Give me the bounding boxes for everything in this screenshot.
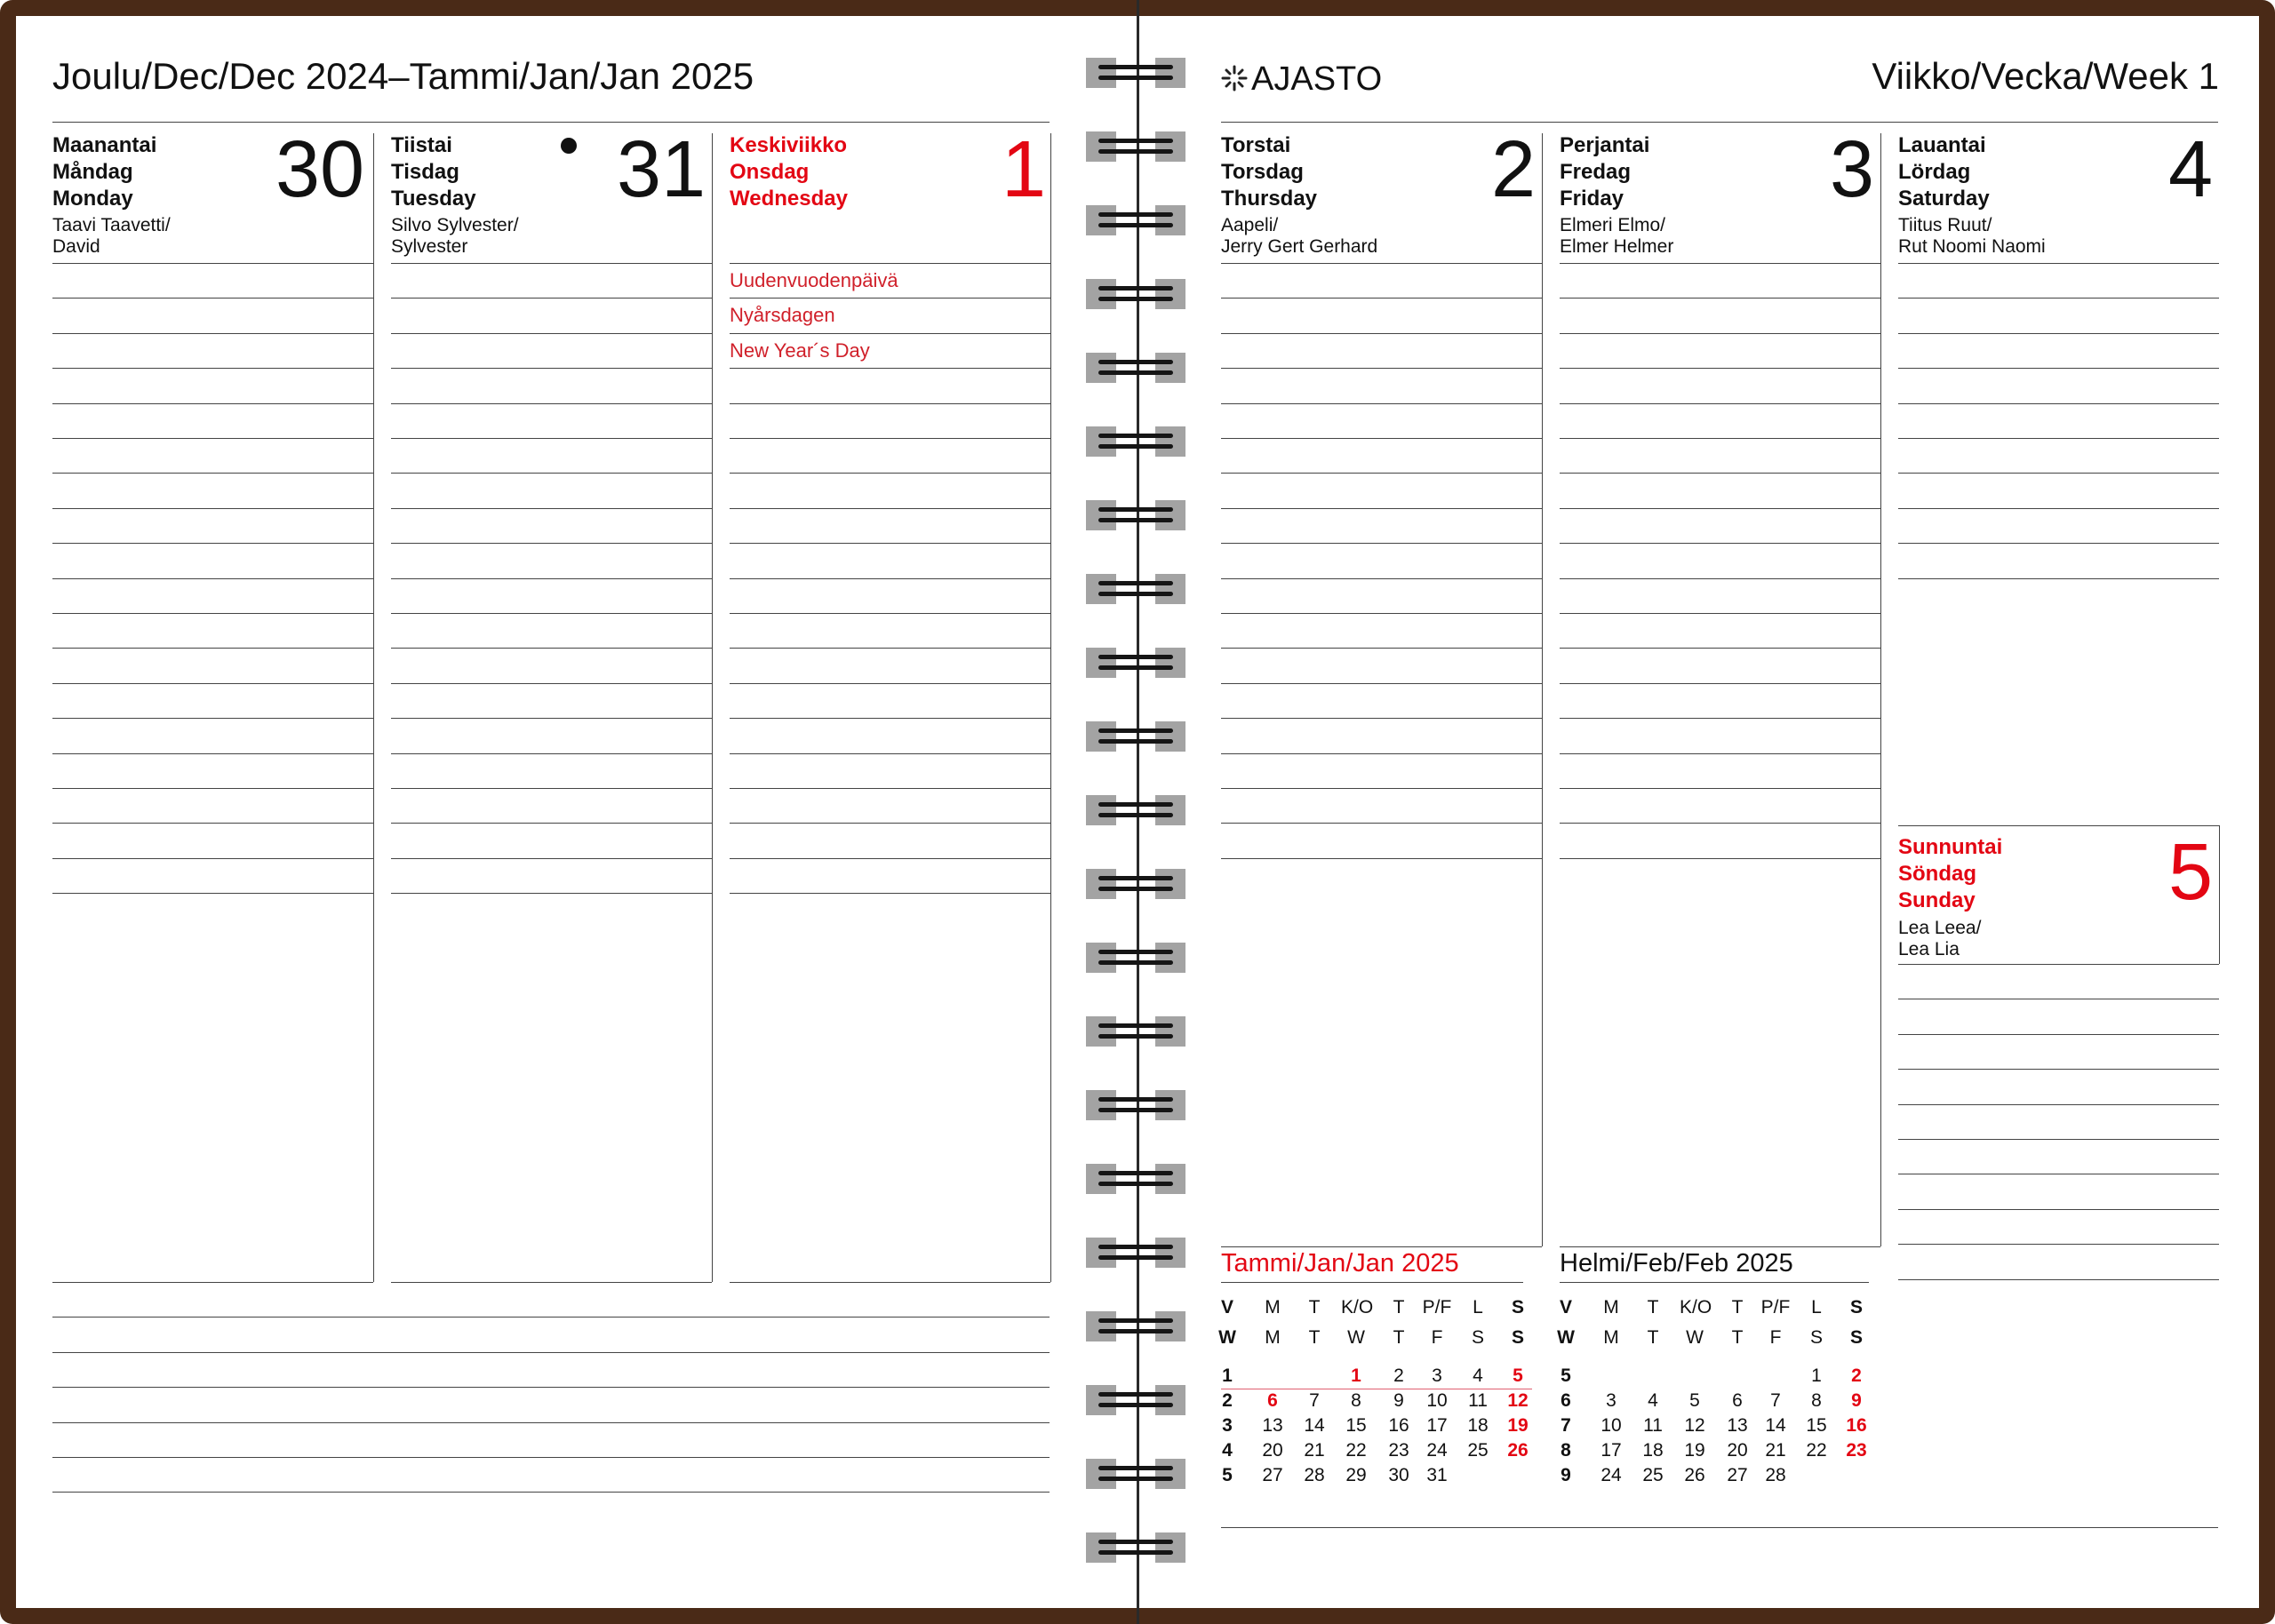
calendar-day: 18 — [1642, 1440, 1664, 1461]
ruled-line — [1560, 858, 1880, 859]
calendar-day: 24 — [1600, 1465, 1622, 1485]
calendar-header-cell: M — [1603, 1327, 1619, 1348]
calendar-header-cell: K/O — [1680, 1297, 1712, 1318]
namedays-3: Elmeri Elmo/ Elmer Helmer — [1560, 215, 1674, 257]
ruled-line — [1560, 438, 1880, 439]
ruled-line — [391, 788, 712, 789]
day-number-5: 5 — [2168, 828, 2214, 917]
calendar-day: 12 — [1684, 1415, 1705, 1436]
calendar-day: 28 — [1304, 1465, 1325, 1485]
ruled-line — [730, 648, 1050, 649]
calendar-day: 20 — [1727, 1440, 1748, 1461]
binding-coil — [1086, 56, 1185, 90]
binding-coil — [1086, 1088, 1185, 1122]
binding-coil — [1086, 1310, 1185, 1343]
day-bottom-line — [391, 1282, 712, 1283]
ruled-line — [730, 403, 1050, 404]
ruled-line — [1898, 298, 2219, 299]
namedays-4: Tiitus Ruut/ Rut Noomi Naomi — [1898, 215, 2046, 257]
week-number: 8 — [1561, 1440, 1571, 1461]
calendar-day: 23 — [1846, 1440, 1867, 1461]
ruled-line — [730, 473, 1050, 474]
calendar-day: 19 — [1684, 1440, 1705, 1461]
saturday-sunday-divider — [1898, 825, 2219, 826]
ruled-line — [1221, 438, 1542, 439]
binding-coil — [1086, 1015, 1185, 1048]
calendar-day: 3 — [1432, 1365, 1442, 1386]
binding-coil — [1086, 1162, 1185, 1196]
calendar-header-cell: W — [1686, 1327, 1704, 1348]
calendar-header-cell: S — [1809, 1327, 1823, 1348]
calendar-day: 13 — [1262, 1415, 1283, 1436]
notes-line — [52, 1317, 1050, 1318]
day-column-divider — [1542, 133, 1543, 1246]
ruled-line — [52, 683, 373, 684]
binding-coil — [1086, 277, 1185, 311]
calendar-header-cell: T — [1647, 1297, 1659, 1318]
day-number-30: 30 — [275, 125, 365, 214]
ruled-line — [730, 858, 1050, 859]
ruled-line — [52, 473, 373, 474]
calendar-day: 13 — [1727, 1415, 1748, 1436]
calendar-day: 7 — [1770, 1390, 1781, 1411]
ruled-line — [1898, 1104, 2219, 1105]
day-name-friday: Perjantai Fredag Friday — [1560, 133, 1650, 211]
calendar-header-cell: W — [1218, 1327, 1236, 1348]
calendar-day: 29 — [1345, 1465, 1367, 1485]
ruled-line — [1560, 648, 1880, 649]
namedays-31: Silvo Sylvester/ Sylvester — [391, 215, 519, 257]
binding-coil — [1086, 351, 1185, 385]
ruled-line — [391, 473, 712, 474]
calendar-header-cell: S — [1849, 1297, 1863, 1318]
ruled-line — [391, 683, 712, 684]
calendar-header-cell: S — [1511, 1297, 1524, 1318]
calendar-day: 18 — [1467, 1415, 1489, 1436]
ruled-line — [52, 438, 373, 439]
week-number: 5 — [1561, 1365, 1571, 1386]
calendar-header-cell: T — [1731, 1297, 1744, 1318]
holiday-name-fi: Uudenvuodenpäivä — [730, 269, 898, 291]
ruled-line — [1560, 613, 1880, 614]
calendar-header-cell: S — [1471, 1327, 1484, 1348]
ruled-line — [730, 263, 1050, 264]
ruled-line — [52, 753, 373, 754]
ruled-line — [52, 403, 373, 404]
week-number: 2 — [1222, 1390, 1233, 1411]
calendar-day: 30 — [1388, 1465, 1409, 1485]
calendar-header-cell: F — [1431, 1327, 1443, 1348]
ruled-line — [391, 368, 712, 369]
notes-line — [52, 1352, 1050, 1353]
ruled-line — [1560, 578, 1880, 579]
calendar-header-cell: V — [1559, 1297, 1572, 1318]
calendar-header-cell: L — [1811, 1297, 1822, 1318]
calendar-day: 11 — [1468, 1390, 1488, 1411]
ruled-line — [52, 718, 373, 719]
ruled-line — [1560, 473, 1880, 474]
ruled-line — [1898, 438, 2219, 439]
day-name-saturday: Lauantai Lördag Saturday — [1898, 133, 1990, 211]
ruled-line — [1560, 788, 1880, 789]
ruled-line — [1221, 858, 1542, 859]
holiday-name-en: New Year´s Day — [730, 339, 870, 362]
calendar-day: 9 — [1393, 1390, 1404, 1411]
calendar-day: 27 — [1262, 1465, 1283, 1485]
calendar-header-cell: P/F — [1760, 1297, 1791, 1318]
binding-coil — [1086, 425, 1185, 458]
calendar-day: 21 — [1304, 1440, 1325, 1461]
week-title: Viikko/Vecka/Week 1 — [1872, 55, 2219, 97]
ruled-line — [730, 753, 1050, 754]
calendar-header-cell: T — [1308, 1327, 1321, 1348]
ruled-line — [1898, 1279, 2219, 1280]
binding-coil — [1086, 867, 1185, 901]
ruled-line — [391, 893, 712, 894]
calendar-day: 7 — [1309, 1390, 1320, 1411]
ruled-line — [1221, 368, 1542, 369]
notes-line — [52, 1422, 1050, 1423]
calendar-day: 11 — [1643, 1415, 1663, 1436]
ruled-line — [730, 368, 1050, 369]
notes-line — [52, 1457, 1050, 1458]
new-moon-icon — [561, 138, 577, 154]
day-name-monday: Maanantai Måndag Monday — [52, 133, 157, 211]
mini-calendar-january-title: Tammi/Jan/Jan 2025 — [1221, 1249, 1459, 1278]
ruled-line — [52, 823, 373, 824]
calendar-header-cell: T — [1731, 1327, 1744, 1348]
ruled-line — [1221, 718, 1542, 719]
brand-name: AJASTO — [1251, 60, 1383, 98]
ruled-line — [52, 263, 373, 264]
day-name-wednesday: Keskiviikko Onsdag Wednesday — [730, 133, 848, 211]
binding-coil — [1086, 203, 1185, 237]
day-number-1: 1 — [1002, 125, 1047, 214]
ruled-line — [730, 613, 1050, 614]
calendar-day: 26 — [1507, 1440, 1529, 1461]
calendar-day: 23 — [1388, 1440, 1409, 1461]
ruled-line — [52, 298, 373, 299]
page-title-left: Joulu/Dec/Dec 2024–Tammi/Jan/Jan 2025 — [52, 55, 754, 97]
calendar-day: 20 — [1262, 1440, 1283, 1461]
calendar-day: 31 — [1426, 1465, 1448, 1485]
ruled-line — [730, 823, 1050, 824]
ruled-line — [391, 438, 712, 439]
ruled-line — [730, 543, 1050, 544]
right-header-rule — [1221, 122, 2218, 123]
calendar-day: 15 — [1345, 1415, 1367, 1436]
calendar-header-cell: L — [1473, 1297, 1483, 1318]
mini-calendar-february-title: Helmi/Feb/Feb 2025 — [1560, 1249, 1793, 1278]
notes-line — [52, 1492, 1050, 1493]
day-number-4: 4 — [2168, 125, 2214, 214]
calendar-day: 9 — [1851, 1390, 1862, 1411]
calendar-day: 5 — [1513, 1365, 1523, 1386]
ruled-line — [391, 403, 712, 404]
ruled-line — [391, 508, 712, 509]
calendar-day: 12 — [1507, 1390, 1529, 1411]
ruled-line — [1898, 1209, 2219, 1210]
day-bottom-line — [1560, 1246, 1880, 1247]
calendar-day: 8 — [1811, 1390, 1822, 1411]
ruled-line — [1221, 613, 1542, 614]
holiday-name-sv: Nyårsdagen — [730, 304, 835, 326]
calendar-header-cell: T — [1393, 1327, 1405, 1348]
ruled-line — [1560, 333, 1880, 334]
calendar-day: 17 — [1426, 1415, 1448, 1436]
ruled-line — [730, 718, 1050, 719]
day-name-tuesday: Tiistai Tisdag Tuesday — [391, 133, 476, 211]
ruled-line — [1898, 473, 2219, 474]
calendar-day: 5 — [1689, 1390, 1700, 1411]
calendar-day: 22 — [1806, 1440, 1827, 1461]
calendar-header-cell: T — [1393, 1297, 1405, 1318]
ruled-line — [730, 298, 1050, 299]
binding-coil — [1086, 720, 1185, 753]
ruled-line — [391, 858, 712, 859]
ruled-line — [1898, 403, 2219, 404]
ruled-line — [1221, 403, 1542, 404]
calendar-header-cell: W — [1347, 1327, 1365, 1348]
ruled-line — [1898, 1069, 2219, 1070]
calendar-day: 10 — [1600, 1415, 1622, 1436]
ruled-line — [1221, 823, 1542, 824]
day-number-3: 3 — [1830, 125, 1875, 214]
ruled-line — [52, 578, 373, 579]
calendar-header-cell: S — [1849, 1327, 1863, 1348]
day-column-divider — [712, 133, 713, 1282]
calendar-day: 10 — [1426, 1390, 1448, 1411]
ruled-line — [1221, 298, 1542, 299]
ruled-line — [1221, 543, 1542, 544]
day-name-sunday: Sunnuntai Söndag Sunday — [1898, 835, 2003, 912]
ruled-line — [391, 298, 712, 299]
ruled-line — [52, 543, 373, 544]
week-number: 6 — [1561, 1390, 1571, 1411]
binding-coil — [1086, 1531, 1185, 1564]
ruled-line — [730, 578, 1050, 579]
ruled-line — [730, 438, 1050, 439]
day-bottom-line — [1221, 1246, 1542, 1247]
ruled-line — [1221, 788, 1542, 789]
ruled-line — [1898, 333, 2219, 334]
calendar-day: 14 — [1304, 1415, 1325, 1436]
calendar-day: 4 — [1473, 1365, 1483, 1386]
day-column-divider — [1050, 133, 1051, 1282]
ruled-line — [391, 718, 712, 719]
day-column-divider — [1880, 133, 1881, 1246]
calendar-day: 21 — [1765, 1440, 1786, 1461]
ruled-line — [52, 613, 373, 614]
ruled-line — [1560, 718, 1880, 719]
calendar-day: 25 — [1642, 1465, 1664, 1485]
week-number: 3 — [1222, 1415, 1233, 1436]
calendar-day: 27 — [1727, 1465, 1748, 1485]
calendar-day: 19 — [1507, 1415, 1529, 1436]
ruled-line — [391, 543, 712, 544]
binding-coil — [1086, 498, 1185, 532]
ruled-line — [1560, 403, 1880, 404]
ruled-line — [730, 508, 1050, 509]
calendar-day: 2 — [1851, 1365, 1862, 1386]
binding-coil — [1086, 793, 1185, 827]
ruled-line — [391, 333, 712, 334]
ruled-line — [391, 823, 712, 824]
namedays-2: Aapeli/ Jerry Gert Gerhard — [1221, 215, 1378, 257]
calendar-day: 2 — [1393, 1365, 1404, 1386]
calendar-day: 6 — [1267, 1390, 1278, 1411]
day-column-divider — [373, 133, 374, 1282]
calendar-header-cell: M — [1603, 1297, 1619, 1318]
ruled-line — [1898, 1139, 2219, 1140]
ruled-line — [1560, 368, 1880, 369]
day-name-thursday: Torstai Torsdag Thursday — [1221, 133, 1318, 211]
day-bottom-line — [730, 1282, 1050, 1283]
ruled-line — [52, 788, 373, 789]
page-bottom-line — [1221, 1527, 2218, 1528]
ruled-line — [1221, 648, 1542, 649]
ruled-line — [730, 788, 1050, 789]
calendar-day: 6 — [1732, 1390, 1743, 1411]
ruled-line — [52, 333, 373, 334]
ruled-line — [1221, 263, 1542, 264]
calendar-header-cell: W — [1557, 1327, 1575, 1348]
ruled-line — [1221, 578, 1542, 579]
calendar-day: 16 — [1846, 1415, 1867, 1436]
ruled-line — [52, 368, 373, 369]
calendar-day: 8 — [1351, 1390, 1361, 1411]
day-bottom-line — [52, 1282, 373, 1283]
namedays-30: Taavi Taavetti/ David — [52, 215, 171, 257]
ruled-line — [1560, 543, 1880, 544]
binding-coil — [1086, 1457, 1185, 1491]
ruled-line — [52, 893, 373, 894]
calendar-header-cell: P/F — [1422, 1297, 1452, 1318]
calendar-day: 25 — [1467, 1440, 1489, 1461]
week-number: 1 — [1222, 1365, 1233, 1386]
sun-logo-icon — [1221, 65, 1248, 92]
ruled-line — [1221, 753, 1542, 754]
ruled-line — [1560, 508, 1880, 509]
namedays-5: Lea Leea/ Lea Lia — [1898, 918, 1982, 959]
ruled-line — [391, 578, 712, 579]
calendar-header-cell: M — [1265, 1327, 1281, 1348]
calendar-day: 17 — [1600, 1440, 1622, 1461]
ruled-line — [391, 263, 712, 264]
calendar-day: 24 — [1426, 1440, 1448, 1461]
calendar-header-cell: T — [1308, 1297, 1321, 1318]
calendar-day: 14 — [1765, 1415, 1786, 1436]
ruled-line — [1898, 578, 2219, 579]
ruled-line — [1221, 683, 1542, 684]
week-number: 5 — [1222, 1465, 1233, 1485]
calendar-header-cell: S — [1511, 1327, 1524, 1348]
sunday-box-edge — [2219, 825, 2220, 964]
ruled-line — [1898, 368, 2219, 369]
ruled-line — [1560, 683, 1880, 684]
ruled-line — [1221, 508, 1542, 509]
ruled-line — [52, 858, 373, 859]
week-number: 4 — [1222, 1440, 1233, 1461]
calendar-header-cell: T — [1647, 1327, 1659, 1348]
calendar-rule — [1560, 1282, 1869, 1283]
ruled-line — [1898, 263, 2219, 264]
ruled-line — [52, 508, 373, 509]
binding-coil — [1086, 646, 1185, 680]
ruled-line — [1898, 543, 2219, 544]
ruled-line — [1221, 473, 1542, 474]
day-number-31: 31 — [617, 125, 706, 214]
notes-line — [52, 1387, 1050, 1388]
calendar-day: 26 — [1684, 1465, 1705, 1485]
ruled-line — [1898, 1034, 2219, 1035]
ruled-line — [52, 648, 373, 649]
week-number: 9 — [1561, 1465, 1571, 1485]
ruled-line — [1560, 298, 1880, 299]
binding-coil — [1086, 130, 1185, 163]
ruled-line — [391, 753, 712, 754]
calendar-header-cell: F — [1769, 1327, 1782, 1348]
ruled-line — [391, 613, 712, 614]
ruled-line — [730, 683, 1050, 684]
ruled-line — [1898, 964, 2219, 965]
calendar-day: 4 — [1648, 1390, 1658, 1411]
calendar-day: 28 — [1765, 1465, 1786, 1485]
binding-coil — [1086, 1383, 1185, 1417]
calendar-header-cell: M — [1265, 1297, 1281, 1318]
ruled-line — [730, 893, 1050, 894]
ruled-line — [730, 333, 1050, 334]
binding-coil — [1086, 572, 1185, 606]
week-number: 7 — [1561, 1415, 1571, 1436]
ruled-line — [391, 648, 712, 649]
calendar-day: 3 — [1606, 1390, 1616, 1411]
calendar-day: 22 — [1345, 1440, 1367, 1461]
ruled-line — [1560, 823, 1880, 824]
ruled-line — [1898, 1244, 2219, 1245]
calendar-day: 1 — [1351, 1365, 1361, 1386]
brand-logo — [1221, 60, 1382, 99]
ruled-line — [1898, 508, 2219, 509]
calendar-header-cell: K/O — [1341, 1297, 1374, 1318]
calendar-day: 15 — [1806, 1415, 1827, 1436]
ruled-line — [1560, 753, 1880, 754]
left-header-rule — [52, 122, 1050, 123]
binding-coil — [1086, 1236, 1185, 1270]
binding-coil — [1086, 941, 1185, 975]
calendar-day: 16 — [1388, 1415, 1409, 1436]
day-number-2: 2 — [1491, 125, 1537, 214]
calendar-rule — [1221, 1282, 1523, 1283]
ruled-line — [1560, 263, 1880, 264]
ruled-line — [1221, 333, 1542, 334]
calendar-day: 1 — [1811, 1365, 1822, 1386]
calendar-header-cell: V — [1220, 1297, 1233, 1318]
